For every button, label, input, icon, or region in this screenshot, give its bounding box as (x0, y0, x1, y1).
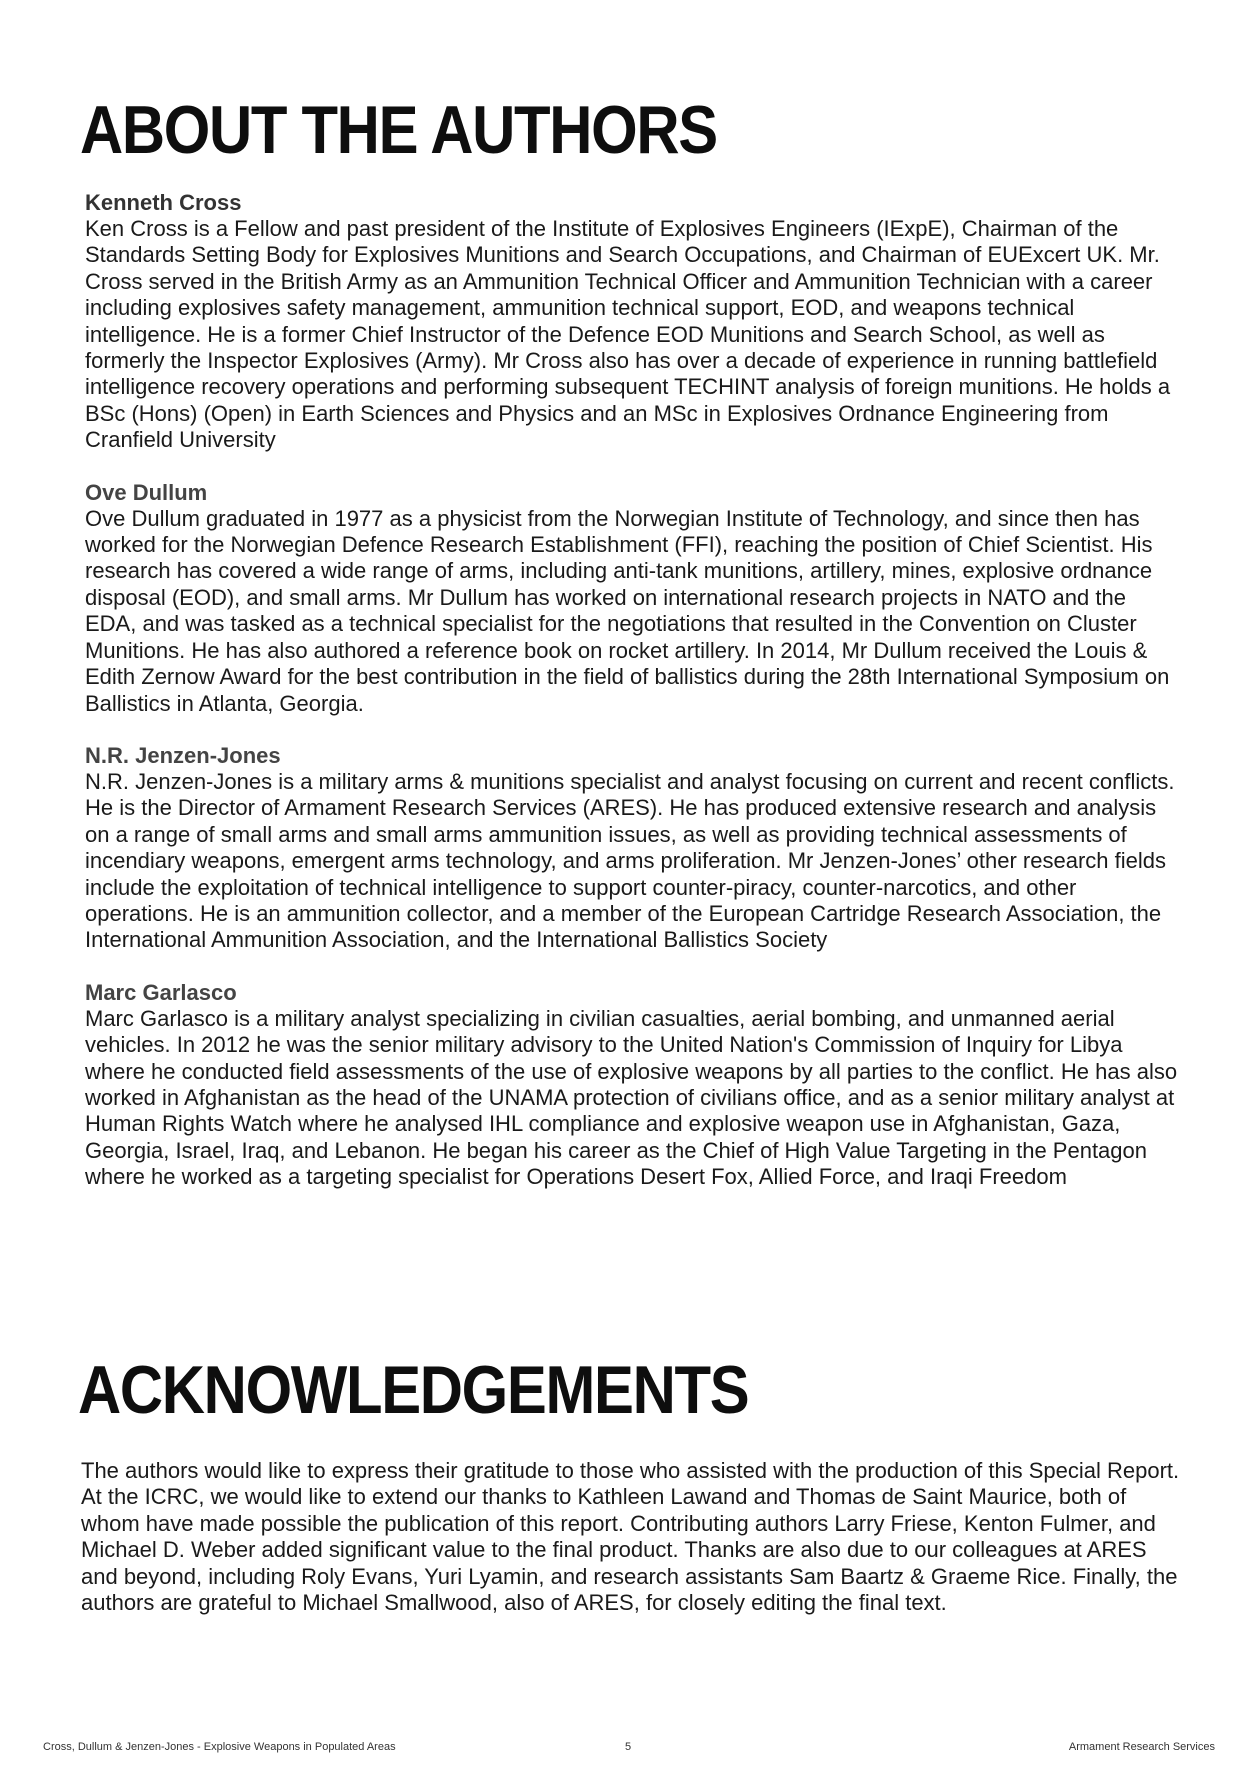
author-entry (85, 190, 1180, 454)
acknowledgements-heading: ACKNOWLEDGEMENTS (78, 1352, 749, 1428)
about-authors-heading: ABOUT THE AUTHORS (80, 92, 717, 168)
author-name: Ove Dullum (85, 479, 208, 505)
authors-section (85, 190, 1180, 1217)
footer-citation: Cross, Dullum & Jenzen-Jones - Explosive Weapons in Populated Areas (43, 1741, 396, 1753)
author-name: N.R. Jenzen-Jones (85, 742, 281, 768)
author-bio: Marc Garlasco is a military analyst specializing in civilian casualties, aerial bombing, and unmanned aerial vehicles. In 2012 he was the senior military advisory to the United Nation's Commission of Inquiry for Libya where he conducted field assessments of the use of explosive weapons by all parties to the conflict. He has also worked in Afghanistan as the head of the UNAMA protection of civilians office, and as a senior military analyst at Human Rights Watch where he analysed IHL compliance and explosive weapon use in Afghanistan, Gaza, Georgia, Israel, Iraq, and Lebanon. He began his career as the Chief of High Value Targeting in the Pentagon where he worked as a targeting specialist for Operations Desert Fox, Allied Force, and Iraqi Freedom (85, 1005, 1178, 1190)
author-name: Kenneth Cross (85, 190, 242, 215)
author-bio: Ken Cross is a Fellow and past president of the Institute of Explosives Engineers (IExpE), Chairman of the Standards Setting Body for Explosives Munitions and Search Occupations, and Chairman of EUExcert UK. Mr. Cross served in the British Army as an Ammunition Technical Officer and Ammunition Technician with a career including explosives safety management, ammunition technical support, EOD, and weapons technical intelligence. He is a former Chief Instructor of the Defence EOD Munitions and Search School, as well as formerly the Inspector Explosives (Army). Mr Cross also has over a decade of experience in running battlefield intelligence recovery operations and performing subsequent TECHINT analysis of foreign munitions. He holds a BSc (Hons) (Open) in Earth Sciences and Physics and an MSc in Explosives Ordnance Engineering from Cranfield University (85, 216, 1171, 453)
author-bio: Ove Dullum graduated in 1977 as a physicist from the Norwegian Institute of Technology, and since then has worked for the Norwegian Defence Research Establishment (FFI), reaching the position of Chief Scientist. His research has covered a wide range of arms, including anti-tank munitions, artillery, mines, explosive ordnance disposal (EOD), and small arms. Mr Dullum has worked on international research projects in NATO and the EDA, and was tasked as a technical specialist for the negotiations that resulted in the Convention on Cluster Munitions. He has also authored a reference book on rocket artillery. In 2014, Mr Dullum received the Louis & Edith Zernow Award for the best contribution in the field of ballistics during the 28th International Symposium on Ballistics in Atlanta, Georgia. (85, 505, 1170, 716)
acknowledgements-text: The authors would like to express their gratitude to those who assisted with the production of this Special Report. At the ICRC, we would like to extend our thanks to Kathleen Lawand and Thomas de Saint Maurice, both of whom have made possible the publication of this report. Contributing authors Larry Friese, Kenton Fulmer, and Michael D. Weber added significant value to the final product. Thanks are also due to our colleagues at ARES and beyond, including Roly Evans, Yuri Lyamin, and research assistants Sam Baartz & Graeme Rice. Finally, the authors are grateful to Michael Smallwood, also of ARES, for closely editing the final text. (81, 1458, 1180, 1616)
footer-publisher: Armament Research Services (1068, 1741, 1215, 1753)
page-number: 5 (625, 1741, 632, 1753)
author-entry (85, 743, 1180, 954)
author-name: Marc Garlasco (85, 979, 237, 1005)
author-entry (85, 480, 1180, 717)
author-bio: N.R. Jenzen-Jones is a military arms & munitions specialist and analyst focusing on current and recent conflicts. He is the Director of Armament Research Services (ARES). He has produced extensive research and analysis on a range of small arms and small arms ammunition issues, as well as providing technical assessments of incendiary weapons, emergent arms technology, and arms proliferation. Mr Jenzen-Jones’ other research fields include the exploitation of technical intelligence to support counter-piracy, counter-narcotics, and other operations. He is an ammunition collector, and a member of the European Cartridge Research Association, the International Ammunition Association, and the International Ballistics Society (85, 768, 1175, 953)
author-entry (85, 980, 1180, 1191)
